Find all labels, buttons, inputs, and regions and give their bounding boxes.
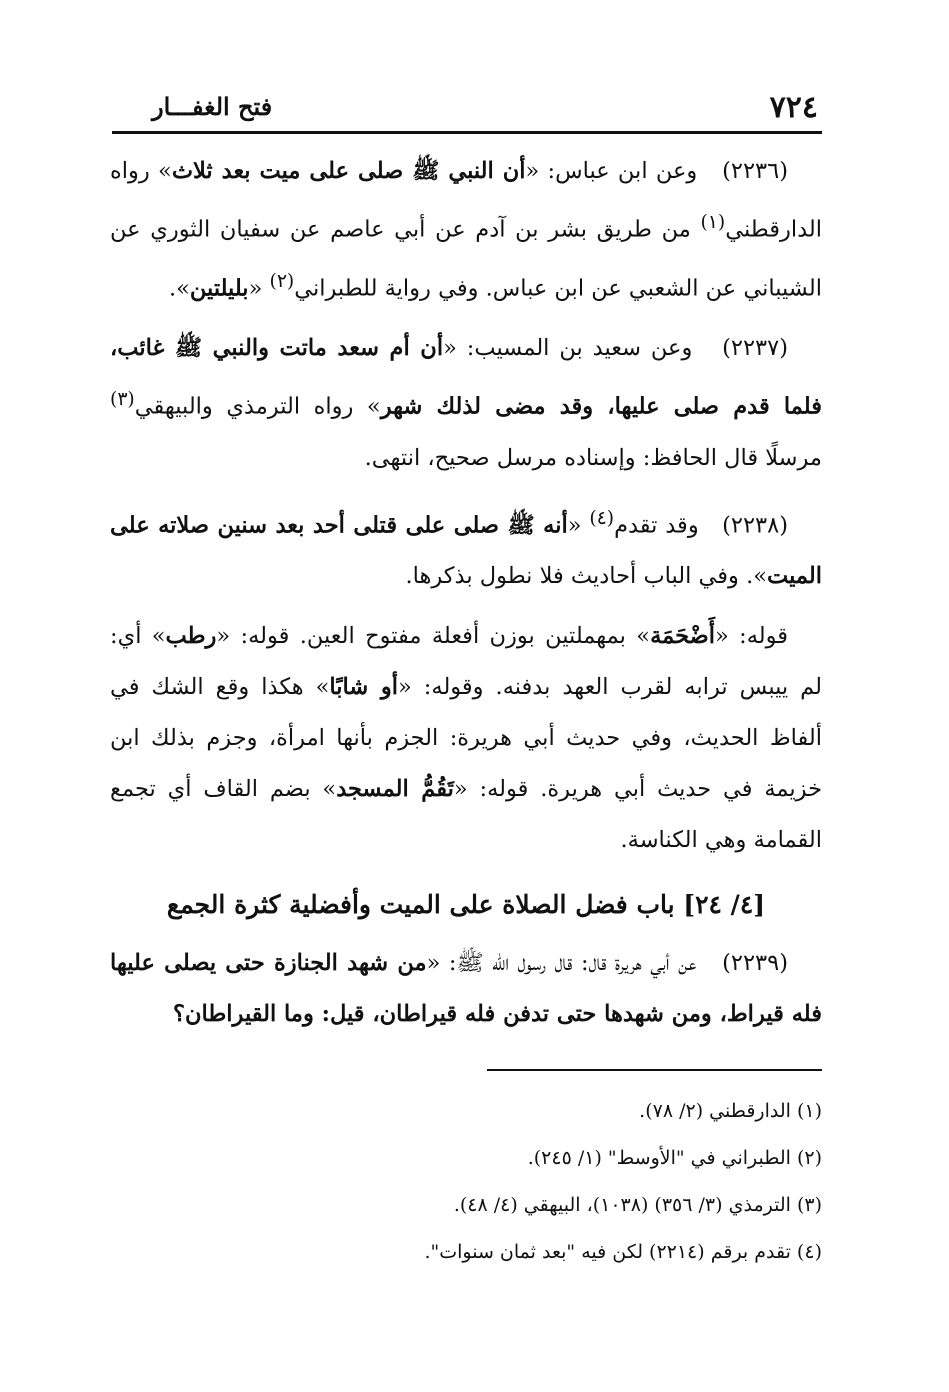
text-run: وعن ابن عباس: « [525, 158, 698, 184]
footnote-ref: (٣) [110, 389, 135, 410]
hadith-2238 [110, 493, 822, 603]
hadith-number: (٢٢٣٧) [722, 335, 789, 361]
footnote-item: (١) الدارقطني (٢/ ٧٨). [639, 1100, 822, 1122]
hadith-text: أن أم سعد ماتت والنبي ﷺ غائب، فلما قدم صلى عليها، وقد مضى لذلك شهر [110, 335, 822, 420]
text-run: » رواه الترمذي والبيهقي [134, 393, 381, 420]
text-run: من طريق بشر بن آدم عن أبي عاصم عن سفيان الثوري عن الشيباني عن الشعبي عن ابن عباس. وفي رواية للطبراني [110, 216, 822, 301]
text-run: مرسلًا قال الحافظ: وإسناده مرسل صحيح، انتهى. [364, 444, 822, 471]
quoted-word: تَقُمُّ المسجد [336, 776, 454, 802]
quoted-word: أو شابًا [329, 674, 399, 700]
quoted-word: رطب [165, 623, 217, 649]
text-run: » بمهملتين بوزن أفعلة مفتوح العين. قوله: « [216, 623, 651, 649]
commentary [110, 611, 822, 866]
text-run: » رواه الدارقطني [110, 158, 822, 243]
footnote-item: (٣) الترمذي (٣/ ٣٥٦) (١٠٣٨)، البيهقي (٤/ ٤٨). [453, 1194, 822, 1216]
hadith-text: من شهد الجنازة حتى يصلى عليها فله قيراط، ومن شهدها حتى تدفن فله قيراطان، قيل: وما القيراطان؟ [110, 950, 822, 1027]
footnote-ref: (٤) [589, 507, 615, 529]
footnote-item: (٢) الطبراني في "الأوسط" (١/ ٢٤٥). [527, 1147, 822, 1169]
hadith-text: أن النبي ﷺ صلى على ميت بعد ثلاث [171, 158, 526, 184]
text-run: وقد تقدم [614, 512, 699, 538]
footnote-rule [487, 1069, 822, 1071]
footnote-item: (٤) تقدم برقم (٢٢١٤) لكن فيه "بعد ثمان سنوات". [424, 1241, 822, 1263]
text-run: ». [168, 275, 190, 301]
footnote-ref: (١) [700, 212, 726, 233]
text-run: وعن سعيد بن المسيب: « [443, 335, 693, 361]
text-run: ». وفي الباب أحاديث فلا نطول بذكرها. [405, 563, 767, 589]
hadith-2237 [110, 323, 822, 484]
main-text [110, 146, 822, 1049]
hadith-number: (٢٢٣٦) [722, 158, 788, 184]
text-run: « [567, 512, 590, 538]
hadith-text: بليلتين [189, 275, 249, 301]
text-run: عن أبي هريرة قال: قال رسول الله ﷺ: « [426, 950, 697, 976]
hadith-number: (٢٢٣٩) [722, 950, 788, 976]
text-run: » هكذا وقع الشك في ألفاظ الحديث، وفي حديث أبي هريرة: الجزم بأنها امرأة، وجزم بذلك ابن خزيمة في حديث أبي هريرة. قوله: « [110, 674, 822, 802]
page-header [112, 86, 822, 126]
page-number: ٧٢٤ [769, 90, 818, 125]
hadith-number: (٢٢٣٨) [722, 512, 789, 538]
text-run: » بضم القاف أي تجمع القمامة وهي الكناسة. [110, 776, 822, 853]
text-run: قوله: « [715, 623, 788, 649]
section-heading: [٤/ ٢٤] باب فضل الصلاة على الميت وأفضلية كثرة الجمع [166, 890, 766, 919]
header-rule [112, 131, 822, 134]
hadith-2239 [110, 938, 822, 1040]
hadith-2236 [110, 146, 822, 314]
hadith-text: أنه ﷺ صلى على قتلى أحد بعد سنين صلاته على الميت [110, 512, 822, 589]
text-run: » أي: لم ييبس ترابه لقرب العهد بدفنه. وقوله: « [110, 623, 822, 700]
quoted-word: أَضْحَمَة [650, 623, 716, 649]
running-title: فتح الغفـــار [152, 92, 273, 121]
text-run: « [248, 275, 270, 301]
footnotes [300, 1088, 822, 1276]
footnote-ref: (٢) [269, 270, 295, 292]
